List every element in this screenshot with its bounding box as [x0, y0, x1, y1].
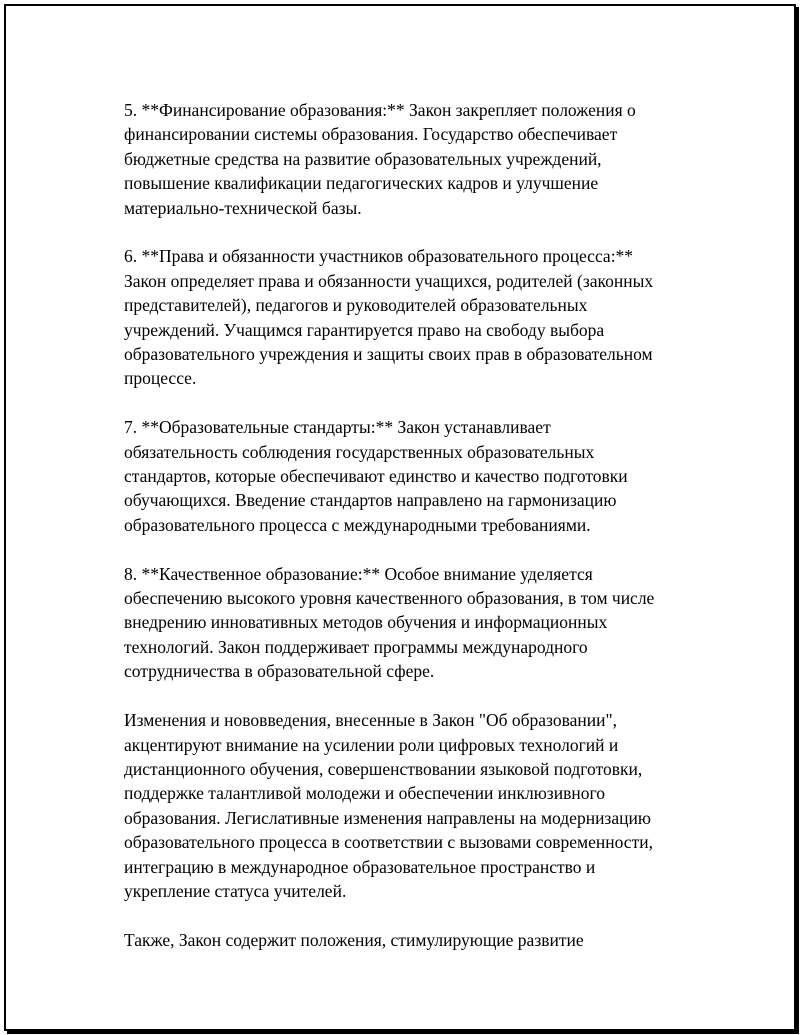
text-line: обучающихся. Введение стандартов направлено на гармонизацию: [124, 490, 617, 511]
text-line: акцентируют внимание на усилении роли цифровых технологий и: [124, 734, 619, 755]
text-line: финансировании системы образования. Государство обеспечивает: [124, 124, 618, 145]
text-line: интеграцию в международное образовательное пространство и: [124, 856, 596, 877]
text-line: 8. **Качественное образование:** Особое внимание уделяется: [124, 563, 593, 584]
paragraph-changes: [124, 708, 686, 903]
text-line: дистанционного обучения, совершенствовании языковой подготовки,: [124, 758, 643, 779]
text-line: 6. **Права и обязанности участников образовательного процесса:**: [124, 246, 634, 267]
paragraph-standards: [124, 415, 686, 537]
text-line: повышение квалификации педагогических кадров и улучшение: [124, 173, 599, 194]
text-line: Изменения и нововведения, внесенные в Закон "Об образовании",: [124, 710, 618, 731]
text-line: 5. **Финансирование образования:** Закон закрепляет положения о: [124, 100, 636, 120]
text-line: образования. Легислативные изменения направлены на модернизацию: [124, 807, 651, 828]
page-frame: [4, 4, 796, 1031]
text-line: образовательного процесса с международными требованиями.: [124, 514, 591, 535]
text-line: 7. **Образовательные стандарты:** Закон устанавливает: [124, 417, 551, 438]
text-line: образовательного учреждения и защиты своих прав в образовательном: [124, 344, 653, 365]
document-body: [124, 98, 686, 977]
paragraph-also: [124, 928, 686, 952]
text-line: внедрению инновативных методов обучения и информационных: [124, 612, 608, 633]
text-line: стандартов, которые обеспечивают единство и качество подготовки: [124, 466, 628, 487]
text-line: технологий. Закон поддерживает программы международного: [124, 636, 588, 657]
paragraph-rights-duties: [124, 244, 686, 390]
text-line: материально-технической базы.: [124, 197, 362, 218]
text-line: процессе.: [124, 368, 197, 389]
text-line: поддержке талантливой молодежи и обеспечении инклюзивного: [124, 783, 605, 804]
paragraph-quality-education: [124, 562, 686, 684]
paragraph-financing: [124, 98, 686, 220]
text-line: сотрудничества в образовательной сфере.: [124, 661, 435, 682]
text-line: Также, Закон содержит положения, стимулирующие развитие: [124, 929, 584, 950]
text-line: Закон определяет права и обязанности учащихся, родителей (законных: [124, 270, 654, 291]
text-line: бюджетные средства на развитие образовательных учреждений,: [124, 148, 602, 169]
text-line: укрепление статуса учителей.: [124, 880, 347, 901]
text-line: обязательность соблюдения государственных образовательных: [124, 441, 595, 462]
text-line: образовательного процесса в соответствии с вызовами современности,: [124, 832, 653, 853]
text-line: учреждений. Учащимся гарантируется право на свободу выбора: [124, 319, 605, 340]
text-line: представителей), педагогов и руководителей образовательных: [124, 295, 588, 316]
text-line: обеспечению высокого уровня качественного образования, в том числе: [124, 588, 655, 609]
